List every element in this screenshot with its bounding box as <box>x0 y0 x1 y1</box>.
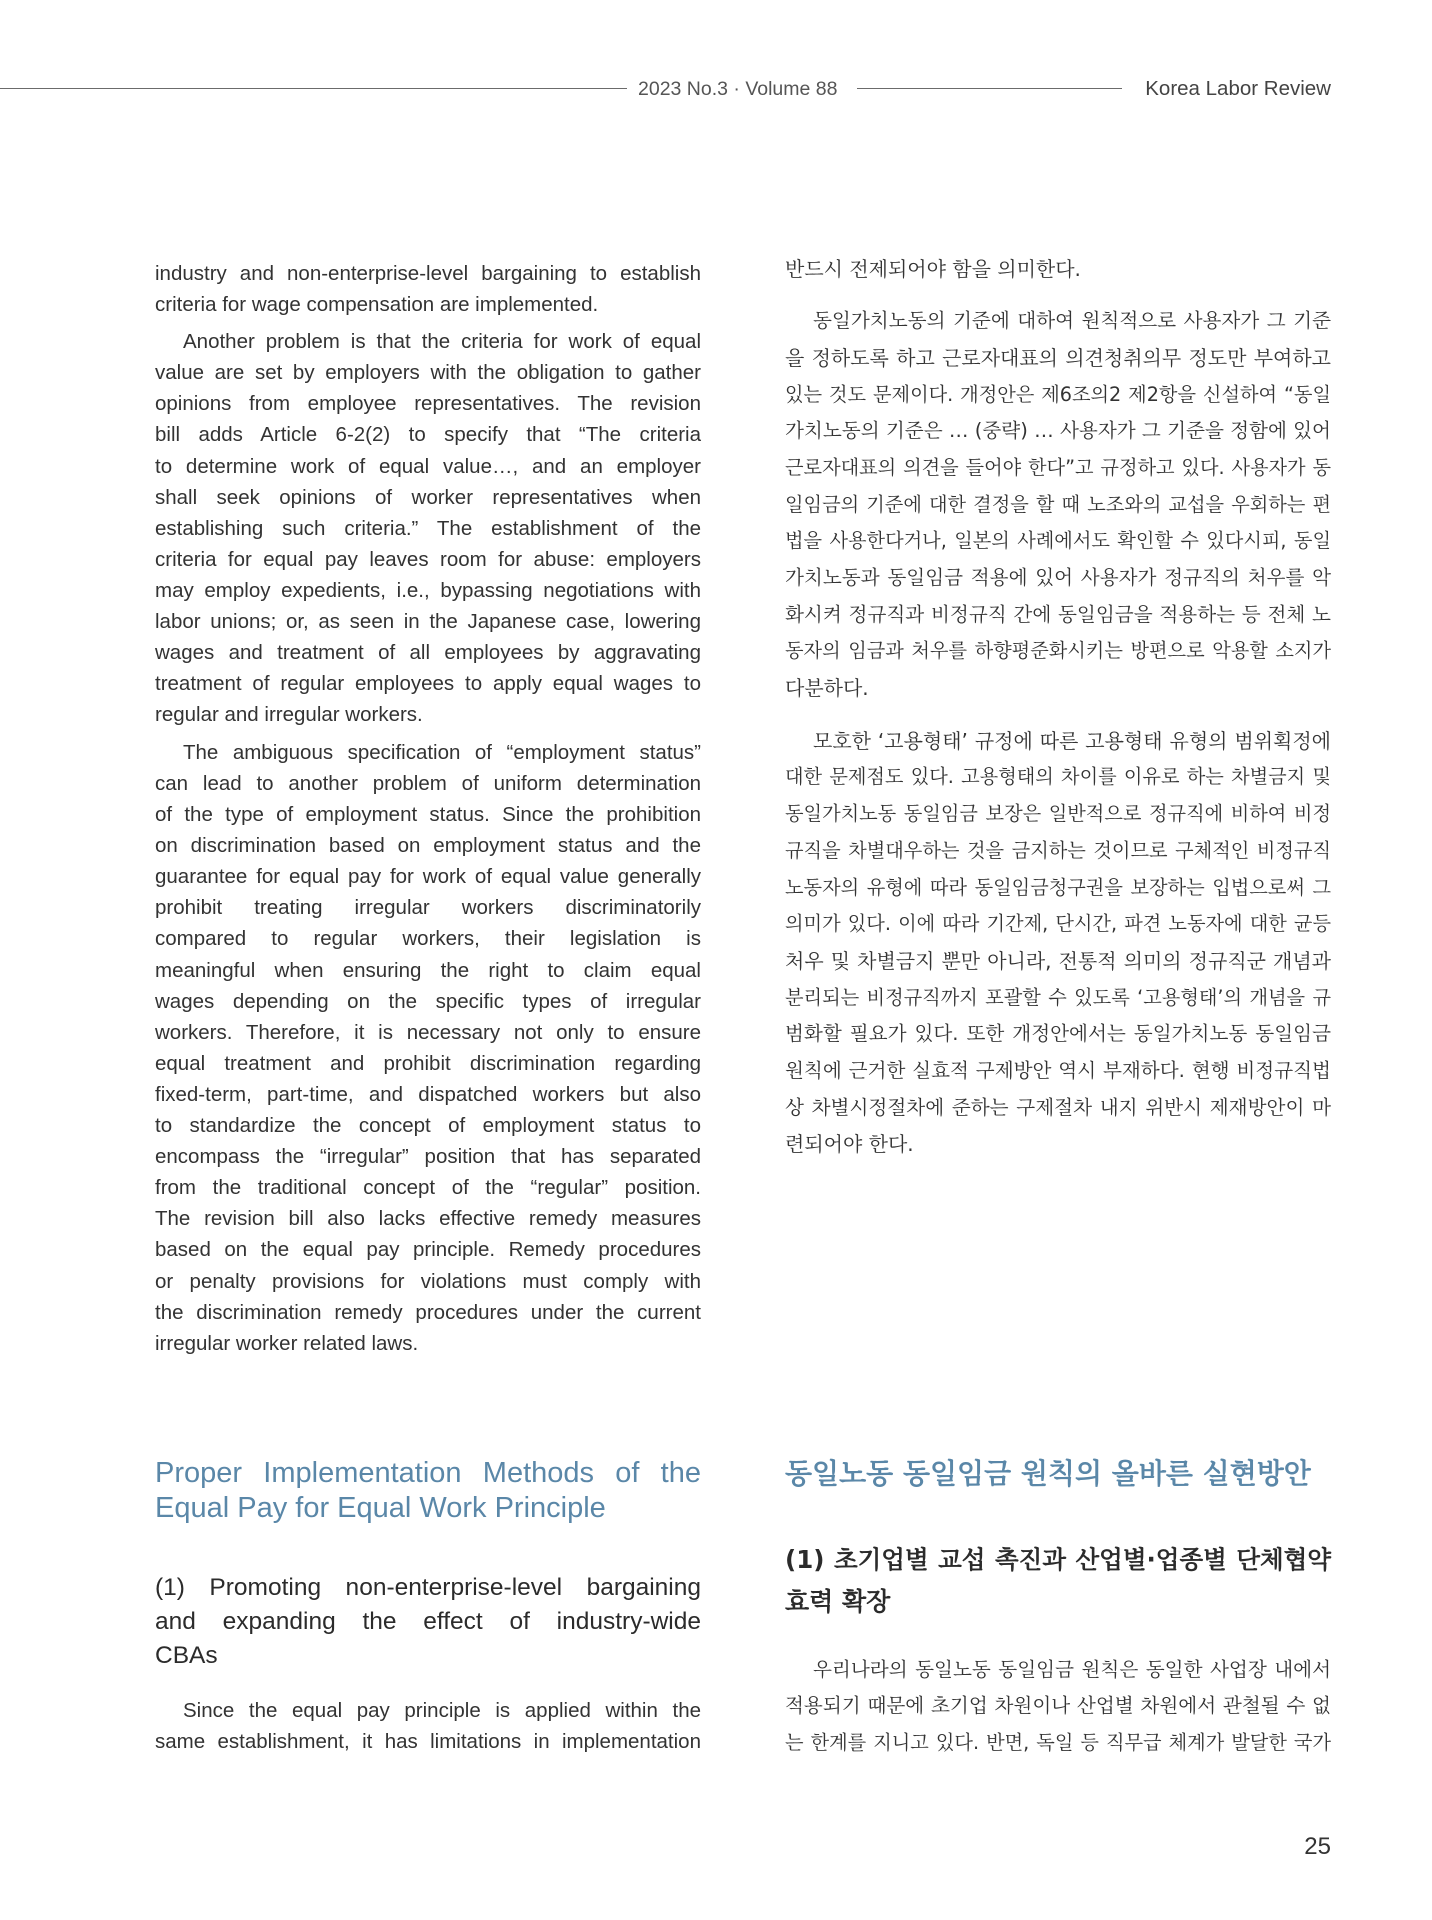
text-line: compared to regular workers, their legislation is <box>155 927 701 951</box>
issue-label: 2023 No.3 · Volume 88 <box>638 78 838 100</box>
subheading-english <box>155 1571 701 1673</box>
text-line: irregular worker related laws. <box>155 1331 419 1355</box>
text-line: 상 차별시정절차에 준하는 구제절차 내지 위반시 제재방안이 마 <box>785 1095 1331 1119</box>
text-line: 련되어야 한다. <box>785 1132 914 1157</box>
text-line: meaningful when ensuring the right to claim equal <box>155 958 701 982</box>
section-heading-korean <box>785 1454 1331 1494</box>
text-line: may employ expedients, i.e., bypassing negotiations with <box>155 578 701 602</box>
text-line: The ambiguous specification of “employment status” <box>183 740 701 764</box>
text-line: wages depending on the specific types of irregular <box>155 989 701 1013</box>
journal-title: Korea Labor Review <box>1145 77 1331 100</box>
text-line: bill adds Article 6-2(2) to specify that “The criteria <box>155 423 701 447</box>
text-line: opinions from employee representatives. The revision <box>155 392 701 416</box>
text-line: establishing such criteria.” The establishment of the <box>155 516 701 540</box>
text-line: wages and treatment of all employees by aggravating <box>155 641 701 665</box>
text-line: on discrimination based on employment status and the <box>155 834 701 858</box>
text-line: fixed-term, part-time, and dispatched workers but also <box>155 1082 701 1106</box>
text-line: (1) 초기업별 교섭 촉진과 산업별·업종별 단체협약 <box>785 1545 1331 1574</box>
korean-body-lower <box>785 1652 1331 1762</box>
english-body-upper <box>155 258 701 1359</box>
text-line: 대한 문제점도 있다. 고용형태의 차이를 이유로 하는 차별금지 및 <box>785 765 1331 789</box>
text-line: 일임금의 기준에 대한 결정을 할 때 노조와의 교섭을 우회하는 편 <box>785 492 1331 516</box>
paragraph <box>155 1695 701 1757</box>
text-line: guarantee for equal pay for work of equal value generally <box>155 865 701 889</box>
text-line: 적용되기 때문에 초기업 차원이나 산업별 차원에서 관철될 수 없 <box>785 1694 1331 1718</box>
paragraph <box>785 723 1331 1163</box>
text-line: CBAs <box>155 1642 218 1669</box>
text-line: 동자의 임금과 처우를 하향평준화시키는 방편으로 악용할 소지가 <box>785 639 1331 663</box>
header-rule-left <box>0 88 627 89</box>
text-line: equal treatment and prohibit discrimination regarding <box>155 1051 701 1075</box>
text-line: 동일가치노동의 기준에 대하여 원칙적으로 사용자가 그 기준 <box>813 309 1331 333</box>
text-line: 화시켜 정규직과 비정규직 간에 동일임금을 적용하는 등 전체 노 <box>785 602 1331 626</box>
paragraph <box>155 258 701 320</box>
text-line: encompass the “irregular” position that has separated <box>155 1145 701 1169</box>
text-line: The revision bill also lacks effective remedy measures <box>155 1207 701 1231</box>
text-line: shall seek opinions of worker representatives when <box>155 485 701 509</box>
text-line: 다분하다. <box>785 676 869 701</box>
text-line: Since the equal pay principle is applied within the <box>183 1698 701 1722</box>
paragraph <box>155 737 701 1359</box>
text-line: (1) Promoting non-enterprise-level bargaining <box>155 1574 701 1601</box>
text-line: 우리나라의 동일노동 동일임금 원칙은 동일한 사업장 내에서 <box>813 1657 1331 1681</box>
text-line: to standardize the concept of employment status to <box>155 1114 701 1138</box>
subheading-korean <box>785 1539 1331 1622</box>
text-line: Equal Pay for Equal Work Principle <box>155 1492 606 1525</box>
page-number: 25 <box>1304 1833 1331 1860</box>
text-line: same establishment, it has limitations in implementation <box>155 1729 701 1753</box>
text-line: 노동자의 유형에 따라 동일임금청구권을 보장하는 입법으로써 그 <box>785 875 1331 899</box>
text-line: based on the equal pay principle. Remedy procedures <box>155 1238 701 1262</box>
text-line: 효력 확장 <box>785 1586 891 1616</box>
text-line: 반드시 전제되어야 함을 의미한다. <box>785 256 1081 281</box>
text-line: 근로자대표의 의견을 들어야 한다”고 규정하고 있다. 사용자가 동 <box>785 455 1331 479</box>
text-line: workers. Therefore, it is necessary not only to ensure <box>155 1020 701 1044</box>
text-line: 모호한 ‘고용형태’ 규정에 따른 고용형태 유형의 범위획정에 <box>813 728 1331 753</box>
text-line: 동일가치노동 동일임금 보장은 일반적으로 정규직에 비하여 비정 <box>785 802 1331 826</box>
text-line: criteria for equal pay leaves room for abuse: employers <box>155 547 701 571</box>
text-line: 법을 사용한다거나, 일본의 사례에서도 확인할 수 있다시피, 동일 <box>785 529 1331 553</box>
text-line: the discrimination remedy procedures under the current <box>155 1300 701 1324</box>
paragraph <box>785 251 1331 288</box>
english-body-lower <box>155 1695 701 1757</box>
text-line: 의미가 있다. 이에 따라 기간제, 단시간, 파견 노동자에 대한 균등 <box>785 912 1331 936</box>
section-heading-english <box>155 1456 701 1527</box>
korean-body-upper <box>785 251 1331 1164</box>
text-line: industry and non-enterprise-level bargaining to establish <box>155 261 701 285</box>
text-line: Another problem is that the criteria for work of equal <box>183 330 701 354</box>
text-line: 범화할 필요가 있다. 또한 개정안에서는 동일가치노동 동일임금 <box>785 1022 1331 1046</box>
text-line: to determine work of equal value…, and an employer <box>155 454 701 478</box>
header-rule-right <box>857 88 1122 89</box>
text-line: 가치노동의 기준은 … (중략) … 사용자가 그 기준을 정함에 있어 <box>785 419 1331 443</box>
text-line: 원칙에 근거한 실효적 구제방안 역시 부재하다. 현행 비정규직법 <box>785 1058 1331 1082</box>
text-line: labor unions; or, as seen in the Japanese case, lowering <box>155 610 701 634</box>
text-line: and expanding the effect of industry-wide <box>155 1608 701 1635</box>
paragraph <box>155 326 701 730</box>
text-line: from the traditional concept of the “regular” position. <box>155 1176 701 1200</box>
text-line: 동일노동 동일임금 원칙의 올바른 실현방안 <box>785 1456 1311 1490</box>
text-line: 있는 것도 문제이다. 개정안은 제6조의2 제2항을 신설하여 “동일 <box>785 382 1331 406</box>
text-line: of the type of employment status. Since the prohibition <box>155 803 701 827</box>
text-line: prohibit treating irregular workers discriminatorily <box>155 896 701 920</box>
text-line: 가치노동과 동일임금 적용에 있어 사용자가 정규직의 처우를 악 <box>785 566 1331 589</box>
paragraph <box>785 1652 1331 1762</box>
text-line: treatment of regular employees to apply equal wages to <box>155 672 701 696</box>
text-line: 처우 및 차별금지 뿐만 아니라, 전통적 의미의 정규직군 개념과 <box>785 948 1331 973</box>
text-line: 분리되는 비정규직까지 포괄할 수 있도록 ‘고용형태’의 개념을 규 <box>785 985 1331 1009</box>
text-line: criteria for wage compensation are implemented. <box>155 292 599 316</box>
text-line: value are set by employers with the obligation to gather <box>155 361 701 385</box>
paragraph <box>785 303 1331 707</box>
text-line: Proper Implementation Methods of the <box>155 1456 701 1489</box>
text-line: 규직을 차별대우하는 것을 금지하는 것이므로 구체적인 비정규직 <box>785 838 1331 862</box>
text-line: can lead to another problem of uniform determination <box>155 772 701 795</box>
text-line: 는 한계를 지니고 있다. 반면, 독일 등 직무급 체계가 발달한 국가 <box>785 1730 1331 1754</box>
text-line: regular and irregular workers. <box>155 703 423 727</box>
text-line: or penalty provisions for violations must comply with <box>155 1269 701 1293</box>
text-line: 을 정하도록 하고 근로자대표의 의견청취의무 정도만 부여하고 <box>785 345 1331 370</box>
